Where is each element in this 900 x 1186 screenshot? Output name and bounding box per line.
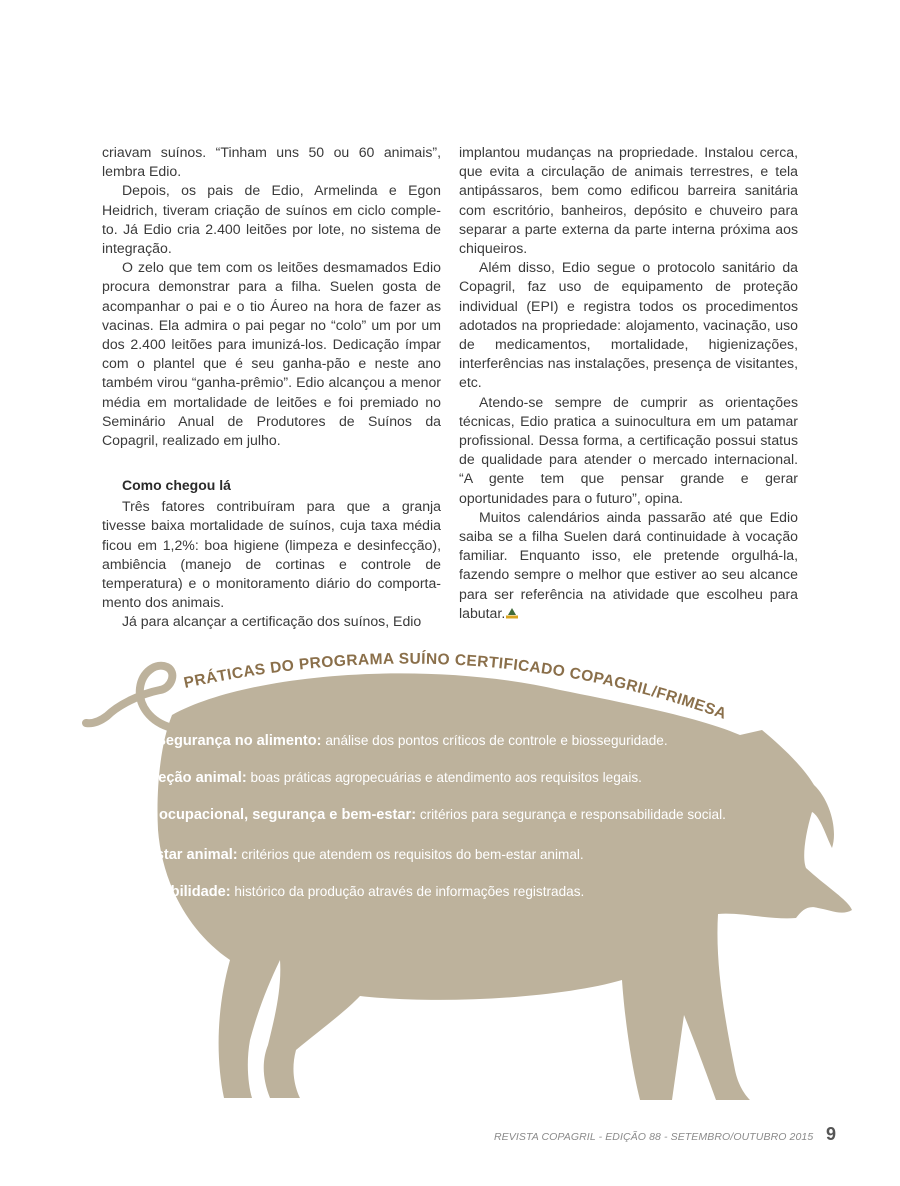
page-number: 9 <box>826 1124 837 1144</box>
paragraph: criavam suínos. “Tinham uns 50 ou 60 animais”, lembra Edio. <box>102 144 441 180</box>
practice-text: critérios para segurança e responsabilidade social. <box>416 807 726 822</box>
practice-text: análise dos pontos críticos de controle e biosseguridade. <box>321 733 668 748</box>
practice-text: critérios que atendem os requisitos do bem-estar animal. <box>237 847 584 862</box>
footer-publication: REVISTA COPAGRIL - EDIÇÃO 88 - SETEMBRO/OUTUBRO 2015 <box>494 1131 814 1143</box>
practice-text: histórico da produção através de informações registradas. <box>230 884 585 899</box>
practice-label: •Rastreabilidade: <box>112 884 231 900</box>
paragraph: implantou mudanças na propriedade. Instalou cerca, que evita a circulação de animais terrestres, e tela antipássaros, bem como edificou barreira sanitária com escritório, banheiros, depósito e chuveiro para separar a parte externa da parte interna próxima aos chiqueiros. <box>459 144 798 257</box>
practice-item-food-safety <box>151 732 668 750</box>
paragraph: Depois, os pais de Edio, Armelinda e Egon Heidrich, tiveram criação de suínos em ciclo comple-to. Já Edio cria 2.400 leitões por lote, no sistema de integração. <box>102 182 441 257</box>
practice-text: boas práticas agropecuárias e atendimento aos requisitos legais. <box>246 770 642 785</box>
paragraph: Além disso, Edio segue o protocolo sanitário da Copagril, faz uso de equipamento de proteção individual (EPI) e registra todos os procedimentos adotados na propriedade: alojamento, vacinação, uso de medicamentos, mortalidade, higienizações, interferências nas instalações, presença de visitantes, etc. <box>459 259 798 391</box>
subheading: Como chegou lá <box>122 477 231 494</box>
paragraph: O zelo que tem com os leitões desmamados Edio procura demonstrar para a filha. Suelen gosta de acompanhar o pai e o tio Áureo na hora de fazer as vacinas. Ela admira o pai pegar no “colo” um por um dos 2.400 leitões para imunizá-los. Dedicação ímpar com o plantel que é seu ganha-pão e neste ano também virou “ganha-prêmio”. Edio alcançou a menor média em mortalidade de leitões e foi premiado no Seminário Anual de Produtores de Suínos da Copagril, realizado em julho. <box>102 259 441 449</box>
paragraph: Atendo-se sempre de cumprir as orientações técnicas, Edio pratica a suinocultura em um patamar profissional. Dessa forma, a certificação possui status de qualidade para atender o mercado internacional. “A gente tem que pensar grande e gerar oportunidades para o futuro”, opina. <box>459 393 798 506</box>
practice-item-animal-protection <box>124 769 642 787</box>
practice-item-traceability <box>112 883 584 901</box>
paragraph: Já para alcançar a certificação dos suínos, Edio <box>122 613 422 630</box>
practice-item-animal-welfare <box>106 846 584 864</box>
practice-label: •Proteção animal: <box>124 770 247 786</box>
pig-tail <box>86 666 172 728</box>
infographic-title: PRÁTICAS DO PROGRAMA SUÍNO CERTIFICADO COPAGRIL/FRIMESA <box>182 650 729 723</box>
practice-label: •Segurança no alimento: <box>151 733 322 749</box>
practice-label: •Saúde ocupacional, segurança e bem-estar: <box>106 807 417 823</box>
practice-label: •Bem-estar animal: <box>106 847 238 863</box>
paragraph-text: Muitos calendários ainda passarão até que Edio saiba se a filha Suelen dará continuidade à vocação familiar. Enquanto isso, ele pretende orgulhá-la, fazendo sempre o melhor que estiver ao seu alcance para ser referência na atividade que escolheu para labutar. <box>459 508 798 621</box>
paragraph: Três fatores contribuíram para que a granja tivesse baixa mortalidade de suínos, cuja taxa média ficou em 1,2%: boa higiene (limpeza e desinfecção), ambiência (manejo de cortinas e controle de temperatura) e o monitoramento diário do comporta-mento dos animais. <box>102 498 441 611</box>
practice-item-occupational-health <box>106 806 726 824</box>
